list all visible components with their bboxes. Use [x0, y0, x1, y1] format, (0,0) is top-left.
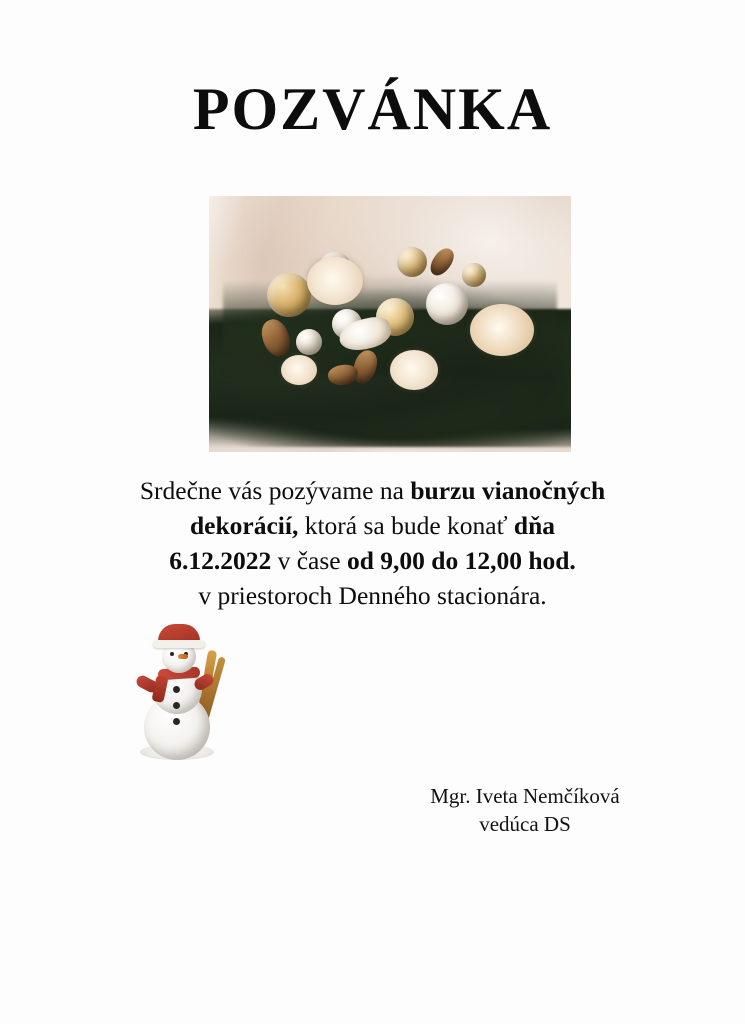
bauble-gold-4 [462, 263, 486, 287]
poinsettia-flower-bottom [390, 350, 438, 390]
snowman-button-2 [173, 702, 180, 709]
snowman-eye-left [170, 652, 174, 656]
invitation-time: od 9,00 do 12,00 hod. [346, 545, 576, 575]
snowman-nose [178, 654, 188, 659]
bauble-gold-1 [267, 273, 311, 317]
invitation-line-1-pre: Srdečne vás pozývame na [139, 476, 411, 505]
invitation-line-3-mid: v čase [271, 545, 347, 575]
invitation-line-1-bold: burzu vianočných [410, 476, 606, 505]
bauble-cream-2 [296, 329, 322, 355]
invitation-line-3 [60, 544, 685, 579]
invitation-location: v priestoroch Denného stacionára. [198, 580, 547, 610]
snowman-button-1 [173, 686, 180, 693]
invitation-line-1 [60, 474, 685, 509]
snowman-button-3 [173, 718, 180, 725]
signature-name: Mgr. Iveta Nemčíková [430, 784, 620, 808]
signature-block [360, 782, 690, 839]
invitation-line-2-mid: ktorá sa bude konať [298, 510, 514, 540]
poinsettia-flower-small [281, 355, 317, 385]
christmas-decoration-photo [209, 196, 571, 452]
snowman-clipart [118, 620, 238, 765]
invitation-line-2 [60, 509, 685, 544]
invitation-body [60, 474, 685, 614]
bauble-white-1 [426, 283, 468, 325]
snowman-hat-brim [153, 640, 205, 648]
invitation-date: 6.12.2022 [169, 545, 272, 575]
poinsettia-flower-left [307, 257, 363, 305]
invitation-line-2-bold-a: dekorácií, [189, 510, 299, 540]
invitation-line-2-bold-b: dňa [513, 510, 556, 540]
page-title: POZVÁNKA [192, 76, 553, 142]
signature-role: vedúca DS [479, 812, 571, 837]
poinsettia-flower-right [470, 304, 534, 356]
photo-background [209, 196, 571, 452]
